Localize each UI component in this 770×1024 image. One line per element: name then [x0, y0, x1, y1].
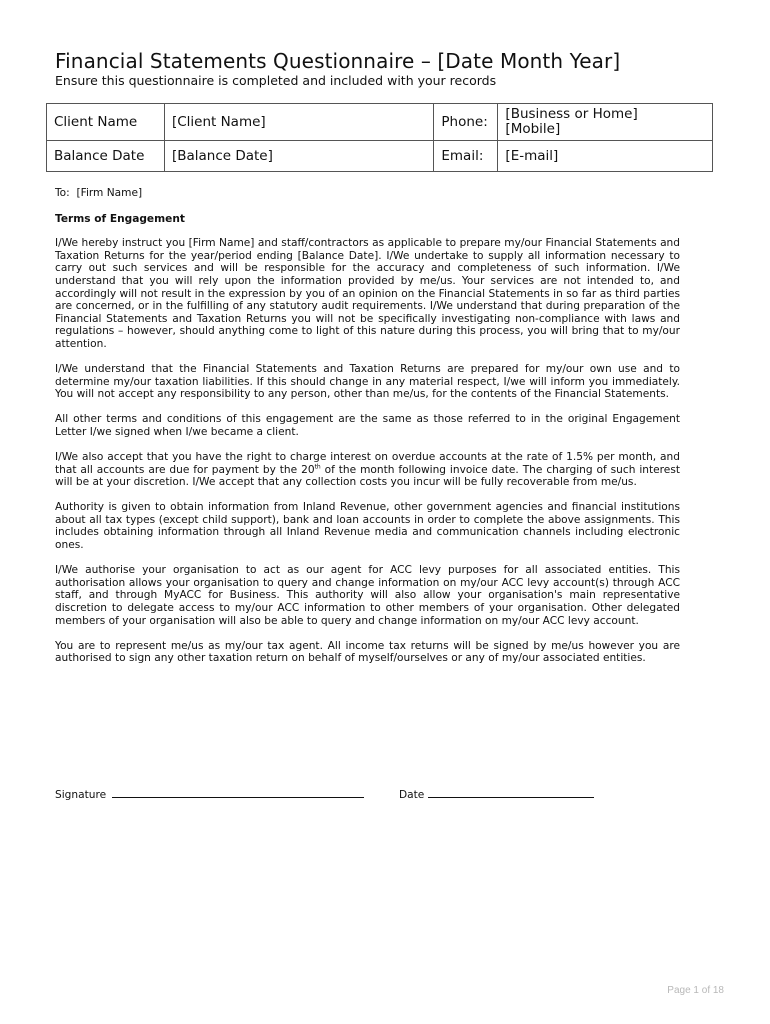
phone-business-home: [Business or Home]: [505, 106, 638, 122]
paragraph-interest-start: I/We also accept that you have the right to charge interest on overdue accounts at the rate of 1.5% per month, and that all accounts are due for payment by the 20: [55, 451, 680, 476]
ordinal-suffix: th: [314, 463, 321, 471]
email-label: Email:: [434, 141, 498, 172]
page-title: Financial Statements Questionnaire – [Date Month Year]: [55, 49, 621, 73]
balance-date-value[interactable]: [Balance Date]: [164, 141, 433, 172]
page-indicator: Page 1 of 18: [667, 985, 724, 996]
paragraph-interest: [55, 451, 680, 489]
engagement-letter: [55, 187, 680, 677]
date-label: Date: [399, 789, 425, 801]
phone-mobile: [Mobile]: [505, 121, 561, 137]
firm-name: [Firm Name]: [76, 187, 143, 199]
paragraph-instruction: I/We hereby instruct you [Firm Name] and staff/contractors as applicable to prepare my/our Financial Statements and Taxation Returns for the year/period ending [Balance Date]. I/We undertake to supply all information necessary to carry out such services and will be responsible for the accuracy and completeness of such information. I/We understand that you will rely upon the information provided by me/us. Your services are not intended to, and accordingly will not result in the expression by you of an opinion on the Financial Statements in so far as third parties are concerned, or in the fulfilling of any statutory audit requirements. I/We understand that during preparation of the Financial Statements and Taxation Returns you will not be specifically investigating non-compliance with laws and regulations – however, should anything come to light of this nature during this process, you will bring that to my/our attention.: [55, 237, 680, 350]
paragraph-authority: Authority is given to obtain information from Inland Revenue, other government agencies and financial institutions about all tax types (except child support), bank and loan accounts in order to complete the above assignments. This includes obtaining information through all Inland Revenue media and communication channels including electronic ones.: [55, 501, 680, 552]
client-details-table: [46, 103, 713, 172]
client-name-value[interactable]: [Client Name]: [164, 104, 433, 141]
page-subtitle: Ensure this questionnaire is completed and included with your records: [55, 73, 497, 88]
balance-date-label: Balance Date: [47, 141, 165, 172]
table-row: [47, 104, 713, 141]
email-value[interactable]: [E-mail]: [498, 141, 713, 172]
table-row: [47, 141, 713, 172]
date-field: [399, 786, 594, 801]
date-line[interactable]: [428, 786, 594, 798]
to-label: To:: [55, 187, 70, 199]
paragraph-interest-end: of the month following invoice date. The charging of such interest will be at your discretion. I/We accept that any collection costs you incur will be fully recoverable from me/us.: [55, 463, 680, 489]
client-name-label: Client Name: [47, 104, 165, 141]
signature-line[interactable]: [112, 786, 364, 798]
signature-label: Signature: [55, 789, 107, 801]
signature-row: [55, 786, 425, 801]
phone-label: Phone:: [434, 104, 498, 141]
paragraph-other-terms: All other terms and conditions of this engagement are the same as those referred to in the original Engagement Letter I/we signed when I/we became a client.: [55, 413, 680, 438]
paragraph-tax-agent: You are to represent me/us as my/our tax agent. All income tax returns will be signed by me/us however you are authorised to sign any other taxation return on behalf of myself/ourselves or any of my/our associated entities.: [55, 639, 680, 665]
paragraph-purpose: I/We understand that the Financial Statements and Taxation Returns are prepared for my/our own use and to determine my/our taxation liabilities. If this should change in any material respect, I/we will inform you immediately. You will not accept any responsibility to any person, other than me/us, for the contents of the Financial Statements.: [55, 363, 680, 401]
phone-value[interactable]: [498, 104, 713, 141]
paragraph-acc-agent: I/We authorise your organisation to act as our agent for ACC levy purposes for all associated entities. This authorisation allows your organisation to query and change information on my/our ACC levy account(s) through ACC staff, and through MyACC for Business. This authority will also allow your organisation's main representative discretion to delegate access to my/our ACC information to other members of your organisation. Other delegated members of your organisation will also be able to query and change information on my/our ACC levy account.: [55, 564, 680, 627]
addressee-line: [55, 187, 680, 200]
terms-heading: Terms of Engagement: [55, 212, 185, 225]
